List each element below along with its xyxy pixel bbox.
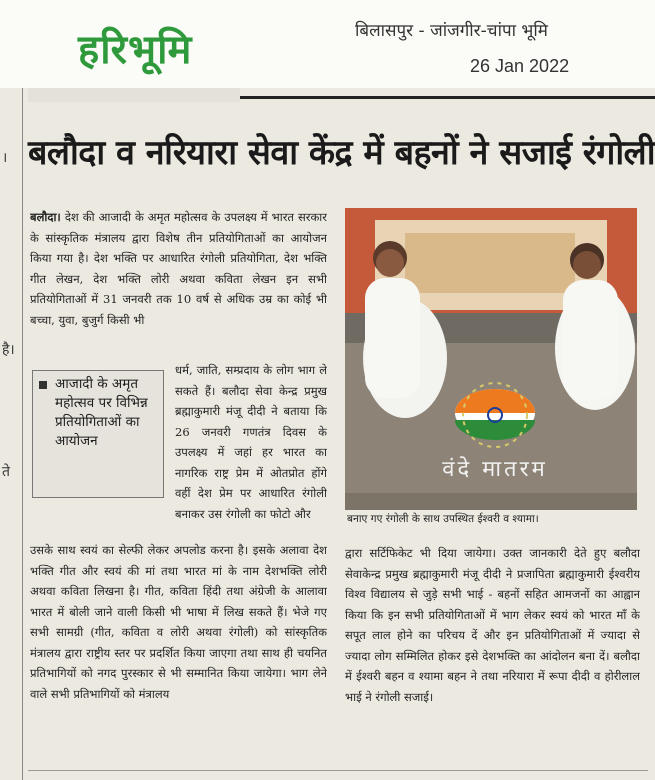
article-headline: बलौदा व नरियारा सेवा केंद्र में बहनों ने सजाई रंगोली <box>28 133 655 173</box>
article-paragraph-2: उसके साथ स्वयं का सेल्फी लेकर अपलोड करना है। इसके अलावा देश भक्ति गीत और स्वयं की मां तथा भारत मां के नाम देशभक्ति लोरी अथवा कविता लिखना है। गीत, कविता हिंदी तथा अंग्रेजी के आलावा भारत में बोली जाने वाली किसी भी भाषा में लिख सकते हैं। भेजे गए सभी सामग्री (गीत, कविता व लोरी अथवा रंगोली) को सांस्कृतिक मंत्रालय द्वारा राष्ट्रीय स्तर पर प्रदर्शित किया जाएगा तथा साथ ही चयनित प्रतिभागियों को नगद पुरस्कार से भी सम्मानित किया जायेगा। भाग लेने वाले सभी प्रतिभागियों को मंत्रालय <box>30 543 327 701</box>
dateline: बलौदा। <box>30 210 61 224</box>
edge-fragment: है। <box>2 342 15 358</box>
highlight-text: आजादी के अमृत महोत्सव पर विभिन्न प्रतियोगिताओं का आयोजन <box>55 376 148 449</box>
highlight-box <box>32 370 164 498</box>
photo-caption: बनाए गए रंगोली के साथ उपस्थित ईश्वरी व श्यामा। <box>347 513 539 525</box>
article-paragraph-1 <box>30 207 327 362</box>
bottom-rule <box>28 770 648 771</box>
publication-date: 26 Jan 2022 <box>470 56 570 76</box>
edge-fragment: ते <box>2 464 10 480</box>
article-photo <box>345 208 637 510</box>
rangoli-text: वंदे मातरम <box>442 457 548 482</box>
edge-fragment: । <box>2 150 8 166</box>
top-rule <box>240 96 655 99</box>
article-paragraph-3: द्वारा सर्टिफिकेट भी दिया जायेगा। उक्त जानकारी देते हुए बलौदा सेवाकेन्द्र प्रमुख ब्रह्माकुमारी मंजू दीदी ने प्रजापिता ब्रह्माकुमारी ईश्वरीय विश्व विद्यालय से जुड़े सभी भाई - बहनों सहित आमजनों का आह्वान किया कि इन सभी प्रतियोगिताओं में भाग लेकर स्वयं को भारत माँ के सपूत लाल होने का परिचय दें और इन प्रतियोगिताओं में ज्यादा से ज्यादा लोग सम्मिलित होकर इसे देशभक्ति का आंदोलन बना दें। बलौदा में ईश्वरी बहन व श्यामा बहन ने तथा नरियारा में रूपा दीदी व होरीलाल भाई ने रंगोली सजाई। <box>345 546 640 704</box>
bullet-square-icon <box>39 381 47 389</box>
newspaper-logo: हरिभूमि <box>78 26 193 73</box>
paragraph-1-text: देश की आजादी के अमृत महोत्सव के उपलक्ष्य में भारत सरकार के सांस्कृतिक मंत्रालय द्वारा विशेष तीन प्रतियोगिताओं का आयोजन किया गया है। देश भक्ति पर आधारित रंगोली प्रतियोगिता, देश भक्ति गीत लेखन, देश भक्ति लोरी अथवा कविता लेखन इन सभी प्रतियोगिताओं में 31 जनवरी तक 10 वर्ष से अधिक उम्र का कोई भी बच्चा, युवा, बुजुर्ग किसी भी <box>30 210 327 327</box>
masthead <box>0 0 655 88</box>
column-divider-left <box>22 88 23 780</box>
previous-article-strip <box>28 88 240 102</box>
article-paragraph-1-continued: धर्म, जाति, सम्प्रदाय के लोग भाग ले सकते हैं। बलौदा सेवा केन्द्र प्रमुख ब्रह्माकुमारी मंजू दीदी ने बताया कि 26 जनवरी गणतंत्र दिवस के उपलक्ष्य में जहां हर भारत का नागरिक राष्ट्र प्रेम में ओतप्रोत होंगे वहीं देश प्रेम पर आधारित रंगोली बनाकर उस रंगोली का फोटो और <box>175 363 327 521</box>
edition-label: बिलासपुर - जांजगीर-चांपा भूमि <box>355 21 548 41</box>
